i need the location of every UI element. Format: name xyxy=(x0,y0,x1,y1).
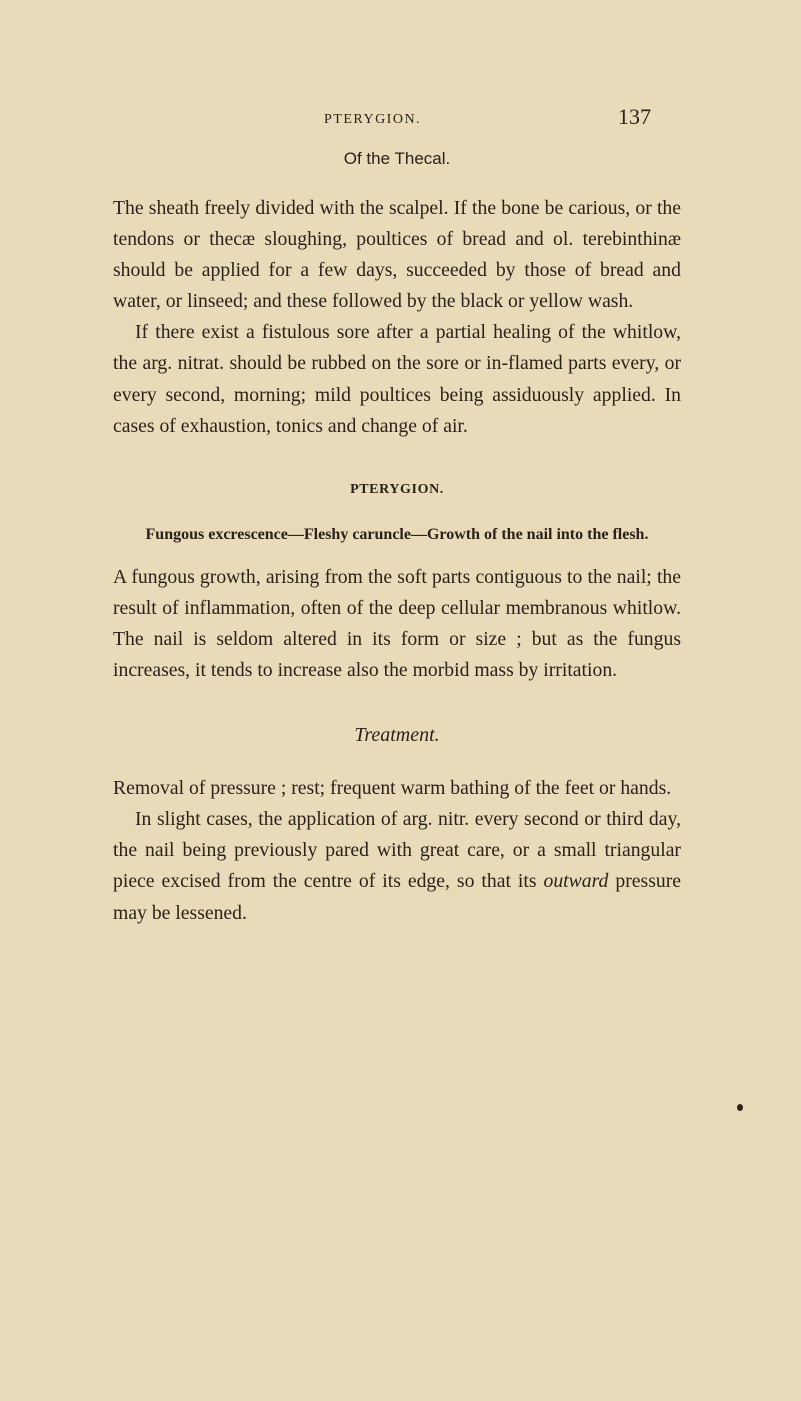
thecal-heading: Of the Thecal. xyxy=(343,149,451,168)
pterygion-title: PTERYGION. xyxy=(350,481,444,497)
treatment-paragraph-2 xyxy=(113,804,681,928)
page-number: 137 xyxy=(618,104,651,129)
treatment-paragraph-2-end: pressure may be lessened. xyxy=(113,870,681,924)
thecal-paragraph-2: If there exist a fistulous sore after a partial healing of the whitlow, the arg. nitrat. should be rubbed on the sore or in-flamed parts every, or every second, morning; mild poultices being assiduously applied. In cases of exhaustion, tonics and change of air. xyxy=(113,321,681,437)
page-body xyxy=(113,149,681,929)
treatment-paragraph-2-start: In slight cases, the application of arg. nitr. every second or third day, the nail being previously pared with great care, or a small triangular piece excised from the centre of its edge, so that its xyxy=(113,808,681,893)
treatment-paragraph-1: Removal of pressure ; rest; frequent warm bathing of the feet or hands. xyxy=(113,777,672,800)
running-head xyxy=(0,104,801,134)
ink-speck xyxy=(737,1104,743,1111)
pterygion-description: A fungous growth, arising from the soft parts contiguous to the nail; the result of inflammation, often of the deep cellular membranous whitlow. The nail is seldom altered in its form or size ; but as the fungus increases, it tends to increase also the morbid mass by irritation. xyxy=(113,565,681,682)
treatment-heading: Treatment. xyxy=(354,724,440,747)
thecal-paragraph-1: The sheath freely divided with the scalpel. If the bone be carious, or the tendons or thecæ sloughing, poultices of bread and ol. terebinthinæ should be applied for a few days, succeeded by those of bread and water, or linseed; and these followed by the black or yellow wash. xyxy=(113,197,681,313)
pterygion-synonyms: Fungous excrescence—Fleshy caruncle—Growth of the nail into the flesh. xyxy=(145,525,649,543)
treatment-emphasis: outward xyxy=(543,870,609,893)
running-title: PTERYGION. xyxy=(324,112,422,127)
